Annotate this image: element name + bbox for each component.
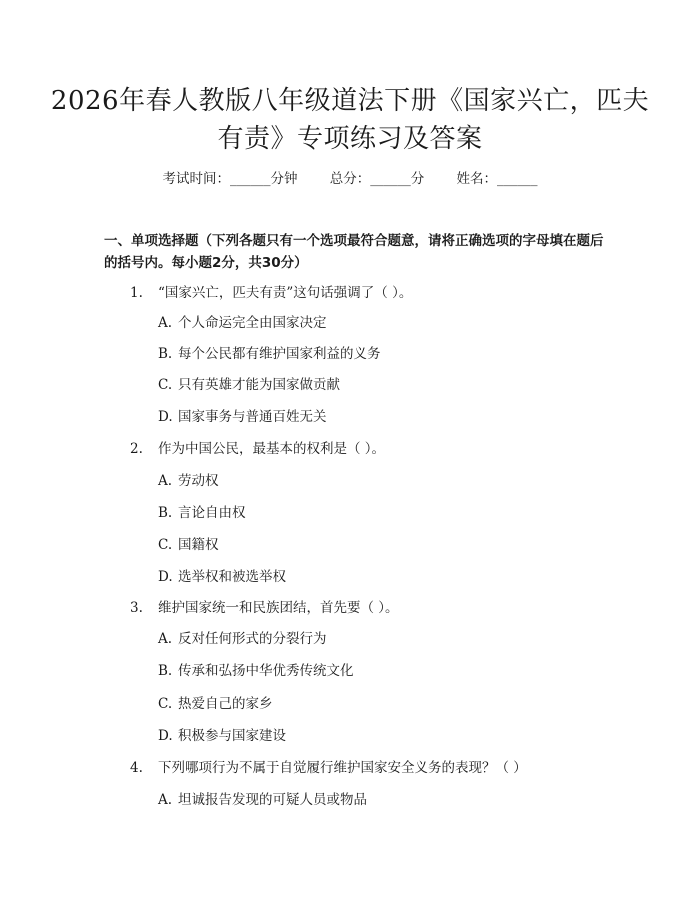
option-letter: B.: [158, 505, 173, 521]
option-text: 选举权和被选举权: [178, 569, 286, 585]
question-text: “国家兴亡，匹夫有责”这句话强调了（ ）。: [158, 285, 413, 301]
option-text: 反对任何形式的分裂行为: [178, 631, 327, 647]
option-letter: D.: [158, 409, 173, 425]
question-number: 2.: [130, 441, 143, 457]
option-text: 每个公民都有维护国家利益的义务: [178, 346, 381, 362]
student-name-field: 姓名：______: [456, 171, 538, 187]
question-text: 作为中国公民，最基本的权利是（ ）。: [158, 441, 386, 457]
option-letter: C.: [158, 696, 173, 712]
option-letter: C.: [158, 537, 173, 553]
option-letter: B.: [158, 663, 173, 679]
option-text: 国籍权: [178, 537, 219, 553]
option-text: 热爱自己的家乡: [178, 696, 273, 712]
option-letter: A.: [158, 792, 173, 808]
option-letter: B.: [158, 346, 173, 362]
option-letter: D.: [158, 728, 173, 744]
option-text: 个人命运完全由国家决定: [178, 315, 327, 331]
option-text: 国家事务与普通百姓无关: [178, 409, 327, 425]
option-letter: C.: [158, 377, 173, 393]
option-letter: A.: [158, 315, 173, 331]
option-text: 积极参与国家建设: [178, 728, 286, 744]
option-text: 坦诚报告发现的可疑人员或物品: [178, 792, 367, 808]
question-text: 维护国家统一和民族团结，首先要（ ）。: [158, 600, 399, 616]
question-number: 3.: [130, 600, 143, 616]
exam-info-row: [0, 170, 700, 188]
section-heading: 一、单项选择题（下列各题只有一个选项最符合题意，请将正确选项的字母填在题后的括号内。每小题2分，共30分）: [104, 233, 604, 271]
option-text: 言论自由权: [178, 505, 246, 521]
total-score-field: 总分：______分: [329, 171, 425, 187]
question-number: 4.: [130, 760, 143, 776]
option-text: 只有英雄才能为国家做贡献: [178, 377, 340, 393]
exam-time-field: 考试时间：______分钟: [162, 171, 298, 187]
option-letter: A.: [158, 473, 173, 489]
question-text: 下列哪项行为不属于自觉履行维护国家安全义务的表现？（ ）: [158, 760, 527, 776]
option-letter: A.: [158, 631, 173, 647]
question-number: 1.: [130, 285, 143, 301]
document-title: 2026年春人教版八年级道法下册《国家兴亡，匹夫有责》专项练习及答案: [50, 86, 650, 154]
option-text: 传承和弘扬中华优秀传统文化: [178, 663, 354, 679]
option-text: 劳动权: [178, 473, 219, 489]
option-letter: D.: [158, 569, 173, 585]
